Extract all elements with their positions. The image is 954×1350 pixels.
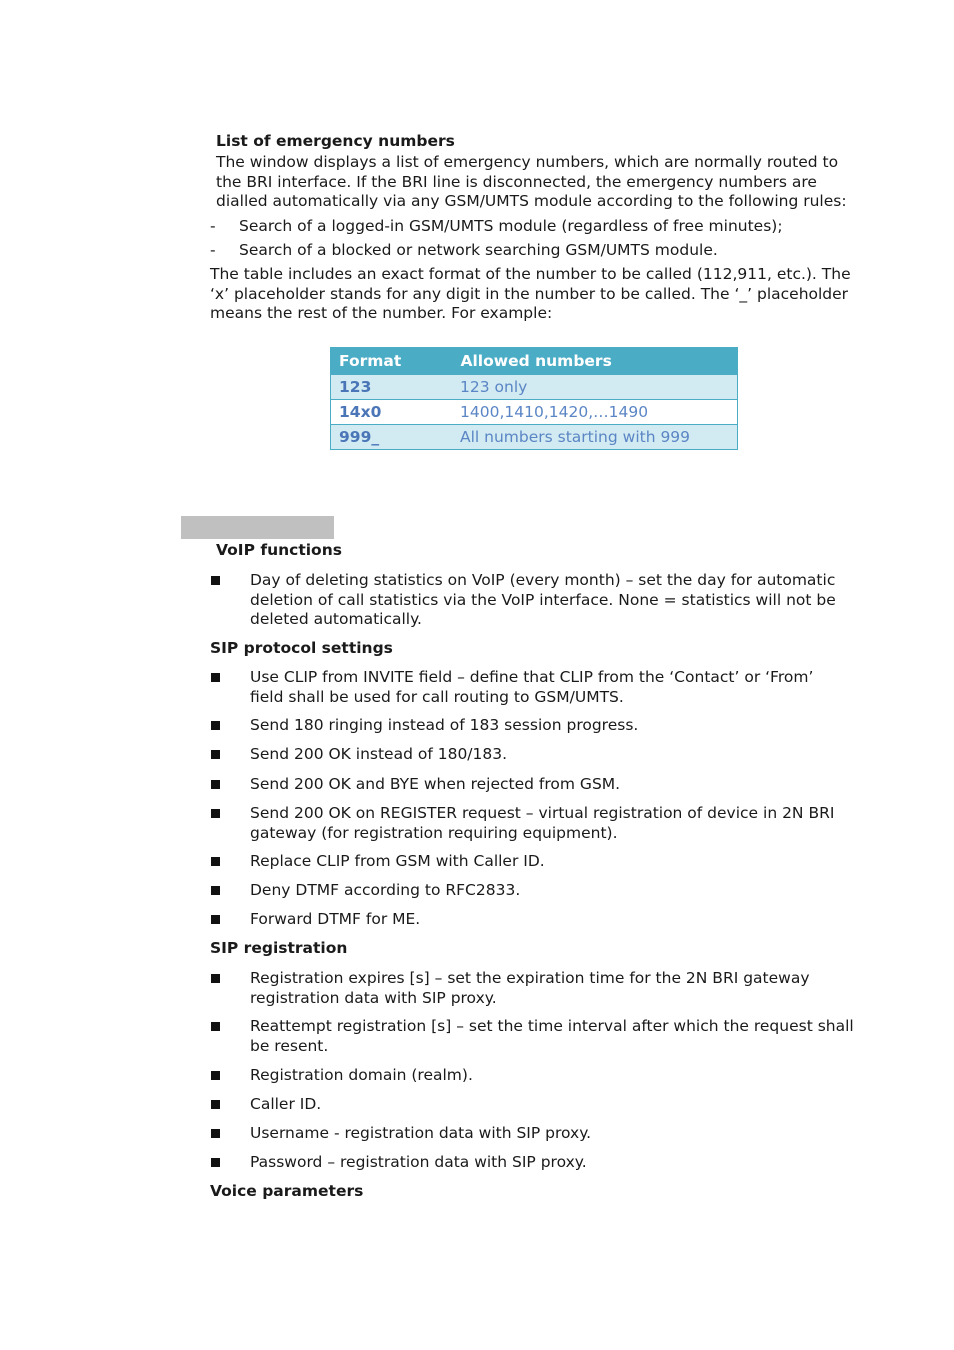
text-line: Use CLIP from INVITE field – define that CLIP from the ‘Contact’ or ‘From’ — [250, 668, 814, 686]
sip-registration-heading: SIP registration — [210, 939, 348, 957]
emergency-format-table — [330, 347, 738, 450]
square-bullet-icon — [211, 886, 220, 895]
list-item-text — [250, 668, 900, 707]
square-bullet-icon — [211, 857, 220, 866]
square-bullet-icon — [211, 576, 220, 585]
square-bullet-icon — [211, 974, 220, 983]
emergency-heading: List of emergency numbers — [216, 132, 455, 150]
text-line: deleted automatically. — [250, 610, 422, 628]
list-item-text: Caller ID. — [250, 1095, 322, 1113]
text-line: field shall be used for call routing to GSM/UMTS. — [250, 687, 624, 706]
list-item — [210, 804, 900, 843]
list-item-text: Password – registration data with SIP proxy. — [250, 1153, 587, 1171]
square-bullet-icon — [211, 1100, 220, 1109]
list-item — [210, 1153, 900, 1173]
list-item-text — [250, 969, 900, 1008]
square-bullet-icon — [211, 721, 220, 730]
text-line: be resent. — [250, 1036, 329, 1055]
text-line: Reattempt registration [s] – set the time interval after which the request shall — [250, 1017, 854, 1035]
header-format: Format — [331, 348, 453, 375]
table-intro-line: The table includes an exact format of the number to be called (112,911, etc.). The — [210, 265, 851, 283]
sip-protocol-heading: SIP protocol settings — [210, 639, 393, 657]
intro-line: the BRI interface. If the BRI line is disconnected, the emergency numbers are — [216, 172, 817, 191]
emergency-intro — [216, 153, 847, 212]
header-allowed-numbers: Allowed numbers — [452, 348, 738, 375]
voice-parameters-heading: Voice parameters — [210, 1182, 364, 1200]
list-item-text: Send 200 OK and BYE when rejected from GSM. — [250, 775, 621, 793]
rule-item — [210, 241, 890, 261]
list-item-text: Registration domain (realm). — [250, 1066, 473, 1084]
table-row — [331, 400, 738, 425]
list-item-text: Forward DTMF for ME. — [250, 910, 421, 928]
allowed-cell: All numbers starting with 999 — [452, 425, 738, 450]
format-cell: 123 — [331, 375, 453, 400]
text-line: registration data with SIP proxy. — [250, 988, 497, 1007]
list-item — [210, 716, 900, 736]
intro-line: dialled automatically via any GSM/UMTS module according to the following rules: — [216, 192, 847, 210]
list-item — [210, 668, 900, 707]
table-header-row — [331, 348, 738, 375]
list-item — [210, 1095, 900, 1115]
list-item — [210, 1017, 900, 1056]
list-item — [210, 775, 900, 795]
square-bullet-icon — [211, 750, 220, 759]
square-bullet-icon — [211, 1022, 220, 1031]
list-item — [210, 852, 900, 872]
format-cell: 14x0 — [331, 400, 453, 425]
allowed-cell: 1400,1410,1420,…1490 — [452, 400, 738, 425]
rule-text: Search of a logged-in GSM/UMTS module (regardless of free minutes); — [239, 217, 783, 235]
dash-marker: - — [210, 217, 216, 235]
list-item — [210, 1066, 900, 1086]
square-bullet-icon — [211, 673, 220, 682]
format-cell: 999_ — [331, 425, 453, 450]
list-item-text: Deny DTMF according to RFC2833. — [250, 881, 521, 899]
square-bullet-icon — [211, 1129, 220, 1138]
square-bullet-icon — [211, 780, 220, 789]
text-line: gateway (for registration requiring equipment). — [250, 823, 618, 842]
table-row — [331, 375, 738, 400]
table-intro-line: ‘x’ placeholder stands for any digit in the number to be called. The ‘_’ placeholder — [210, 284, 849, 303]
list-item — [210, 745, 900, 765]
list-item-text: Username - registration data with SIP proxy. — [250, 1124, 592, 1142]
dash-marker: - — [210, 241, 216, 259]
rule-item — [210, 217, 890, 237]
square-bullet-icon — [211, 915, 220, 924]
decorative-grey-bar — [181, 516, 334, 539]
intro-line: The window displays a list of emergency numbers, which are normally routed to — [216, 153, 839, 171]
list-item-text — [250, 571, 900, 630]
list-item-text: Send 180 ringing instead of 183 session progress. — [250, 716, 639, 734]
rule-text: Search of a blocked or network searching GSM/UMTS module. — [239, 241, 718, 259]
list-item-text: Send 200 OK instead of 180/183. — [250, 745, 508, 763]
list-item — [210, 969, 900, 1008]
table-intro-line: means the rest of the number. For example: — [210, 304, 553, 322]
text-line: Day of deleting statistics on VoIP (every month) – set the day for automatic — [250, 571, 836, 589]
list-item — [210, 910, 900, 930]
list-item — [210, 1124, 900, 1144]
allowed-cell: 123 only — [452, 375, 738, 400]
square-bullet-icon — [211, 1071, 220, 1080]
table-row — [331, 425, 738, 450]
text-line: Send 200 OK on REGISTER request – virtual registration of device in 2N BRI — [250, 804, 835, 822]
text-line: Registration expires [s] – set the expiration time for the 2N BRI gateway — [250, 969, 810, 987]
list-item — [210, 571, 900, 630]
square-bullet-icon — [211, 1158, 220, 1167]
table-intro — [210, 265, 851, 324]
text-line: deletion of call statistics via the VoIP interface. None = statistics will not be — [250, 590, 836, 609]
list-item-text — [250, 804, 900, 843]
list-item-text — [250, 1017, 900, 1056]
list-item — [210, 881, 900, 901]
list-item-text: Replace CLIP from GSM with Caller ID. — [250, 852, 545, 870]
voip-heading: VoIP functions — [216, 541, 342, 559]
square-bullet-icon — [211, 809, 220, 818]
